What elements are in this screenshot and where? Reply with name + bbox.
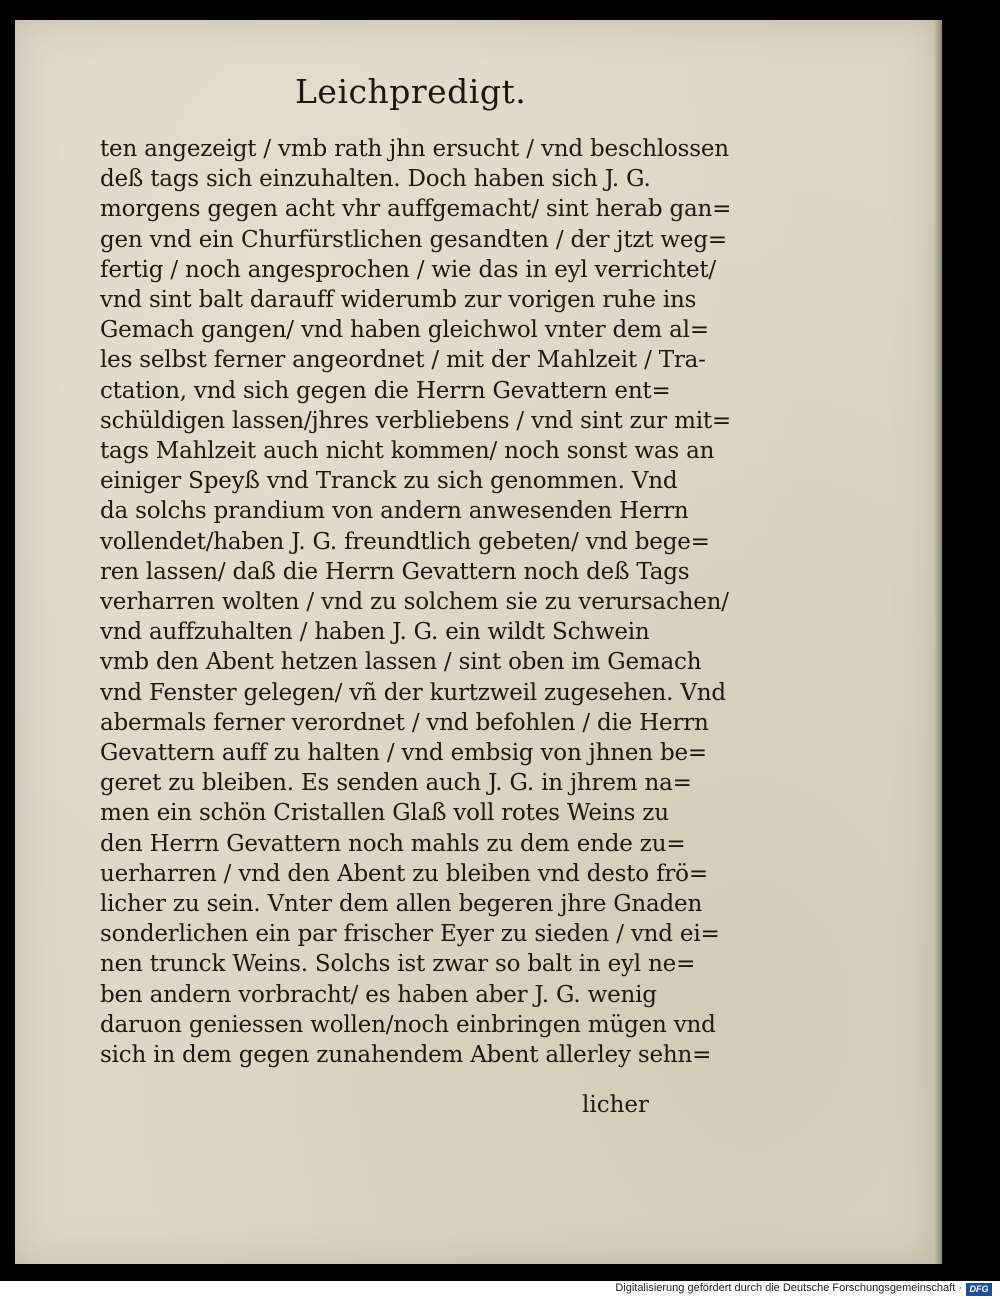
text-line: fertig / noch angesprochen / wie das in eyl verrichtet/	[100, 256, 716, 283]
footer-bar	[0, 1281, 1000, 1299]
running-head: Leichpredigt.	[295, 72, 527, 111]
text-line: daruon geniessen wollen/noch einbringen mügen vnd	[100, 1011, 716, 1038]
text-line: vnd auffzuhalten / haben J. G. ein wildt Schwein	[100, 619, 650, 646]
text-line: einiger Speyß vnd Tranck zu sich genommen. Vnd	[100, 468, 678, 495]
text-line: les selbst ferner angeordnet / mit der Mahlzeit / Tra-	[100, 347, 706, 374]
text-line: den Herrn Gevattern noch mahls zu dem ende zu=	[100, 830, 686, 857]
text-line: deß tags sich einzuhalten. Doch haben sich J. G.	[100, 166, 651, 193]
page-gutter	[934, 20, 942, 1264]
text-line: abermals ferner verordnet / vnd befohlen / die Herrn	[100, 709, 709, 736]
text-line: verharren wolten / vnd zu solchem sie zu verursachen/	[100, 589, 729, 615]
text-line: sich in dem gegen zunahendem Abent allerley sehn=	[100, 1042, 712, 1068]
text-line: vmb den Abent hetzen lassen / sint oben im Gemach	[100, 649, 702, 676]
catchword: licher	[582, 1092, 650, 1118]
text-line: schüldigen lassen/jhres verbliebens / vnd sint zur mit=	[100, 407, 731, 434]
text-line: ben andern vorbracht/ es haben aber J. G. wenig	[100, 981, 657, 1008]
text-line: vnd Fenster gelegen/ vñ der kurtzweil zugesehen. Vnd	[100, 679, 726, 706]
text-line: licher zu sein. Vnter dem allen begeren jhre Gnaden	[100, 891, 703, 917]
text-line: gen vnd ein Churfürstlichen gesandten / der jtzt weg=	[100, 226, 727, 253]
text-line: sonderlichen ein par frischer Eyer zu sieden / vnd ei=	[100, 921, 720, 948]
text-line: geret zu bleiben. Es senden auch J. G. in jhrem na=	[100, 770, 692, 797]
text-line: da solchs prandium von andern anwesenden Herrn	[100, 498, 689, 525]
text-line: tags Mahlzeit auch nicht kommen/ noch sonst was an	[100, 438, 715, 464]
text-line: Gevattern auff zu halten / vnd embsig von jhnen be=	[100, 740, 707, 766]
text-line: vollendet/haben J. G. freundtlich gebeten/ vnd bege=	[100, 528, 710, 555]
text-line: morgens gegen acht vhr auffgemacht/ sint herab gan=	[100, 196, 732, 223]
text-line: uerharren / vnd den Abent zu bleiben vnd desto frö=	[100, 860, 708, 887]
dfg-logo-icon[interactable]: DFG	[966, 1283, 992, 1296]
text-line: Gemach gangen/ vnd haben gleichwol vnter dem al=	[100, 317, 709, 344]
text-line: ctation, vnd sich gegen die Herrn Gevattern ent=	[100, 377, 671, 404]
text-line: ren lassen/ daß die Herrn Gevattern noch deß Tags	[100, 558, 690, 585]
text-line: vnd sint balt darauff widerumb zur vorigen ruhe ins	[100, 287, 697, 313]
text-line: men ein schön Cristallen Glaß voll rotes Weins zu	[100, 800, 669, 827]
funding-notice: Digitalisierung gefördert durch die Deutsche Forschungsgemeinschaft ·	[615, 1282, 962, 1294]
text-line: ten angezeigt / vmb rath jhn ersucht / vnd beschlossen	[100, 136, 729, 162]
text-line: nen trunck Weins. Solchs ist zwar so balt in eyl ne=	[100, 951, 696, 978]
